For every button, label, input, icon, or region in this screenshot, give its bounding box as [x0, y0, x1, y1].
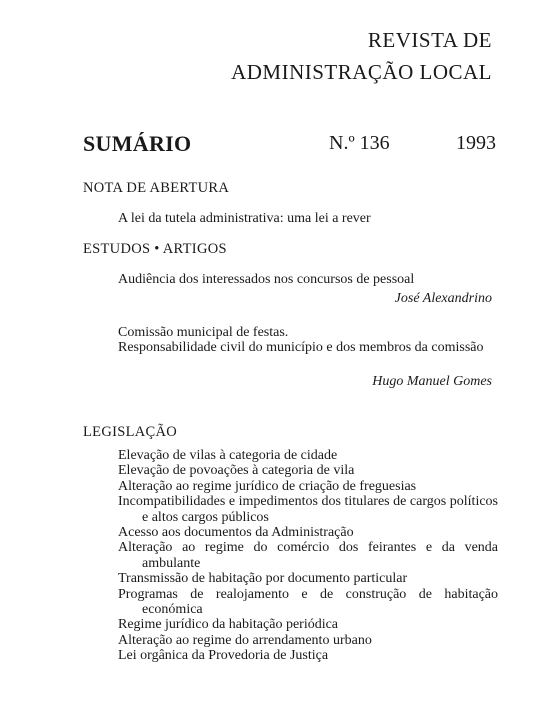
list-item: Alteração ao regime do comércio dos feirantes e da venda ambulante: [118, 540, 498, 571]
list-item: Elevação de vilas à categoria de cidade: [118, 448, 338, 463]
article-author-1: José Alexandrino: [394, 291, 492, 306]
article-title-2-line1: Comissão municipal de festas.: [118, 325, 289, 340]
list-item: Programas de realojamento e de construção de habitação económica: [118, 586, 498, 618]
section-heading-nota-abertura: NOTA DE ABERTURA: [83, 180, 230, 196]
toc-item-nota-abertura: A lei da tutela administrativa: uma lei a rever: [118, 211, 371, 226]
journal-title-line1: REVISTA DE: [367, 28, 492, 52]
issue-year: 1993: [456, 132, 496, 154]
list-item: Alteração ao regime jurídico de criação de freguesias: [118, 478, 417, 494]
summary-title: SUMÁRIO: [83, 131, 192, 156]
list-item: Lei orgânica da Provedoria de Justiça: [118, 648, 329, 664]
list-item: Alteração ao regime do arrendamento urbano: [118, 632, 372, 648]
article-title-1: Audiência dos interessados nos concursos de pessoal: [118, 272, 415, 287]
journal-title-line2: ADMINISTRAÇÃO LOCAL: [231, 60, 492, 84]
list-item: Incompatibilidades e impedimentos dos titulares de cargos políticos e altos cargos públicos: [118, 494, 498, 525]
section-heading-legislacao: LEGISLAÇÃO: [83, 424, 178, 440]
list-item: Acesso aos documentos da Administração: [118, 525, 354, 541]
list-item: Regime jurídico da habitação periódica: [118, 617, 339, 633]
section-heading-estudos: ESTUDOS • ARTIGOS: [83, 241, 227, 257]
list-item: Transmissão de habitação por documento particular: [118, 571, 408, 587]
list-item: Elevação de povoações à categoria de vila: [118, 463, 355, 479]
legislation-list: [118, 448, 498, 664]
issue-number: N.º 136: [329, 132, 390, 154]
article-author-2: Hugo Manuel Gomes: [372, 374, 492, 389]
article-title-2-line2: Responsabilidade civil do município e dos membros da comissão: [118, 340, 484, 355]
